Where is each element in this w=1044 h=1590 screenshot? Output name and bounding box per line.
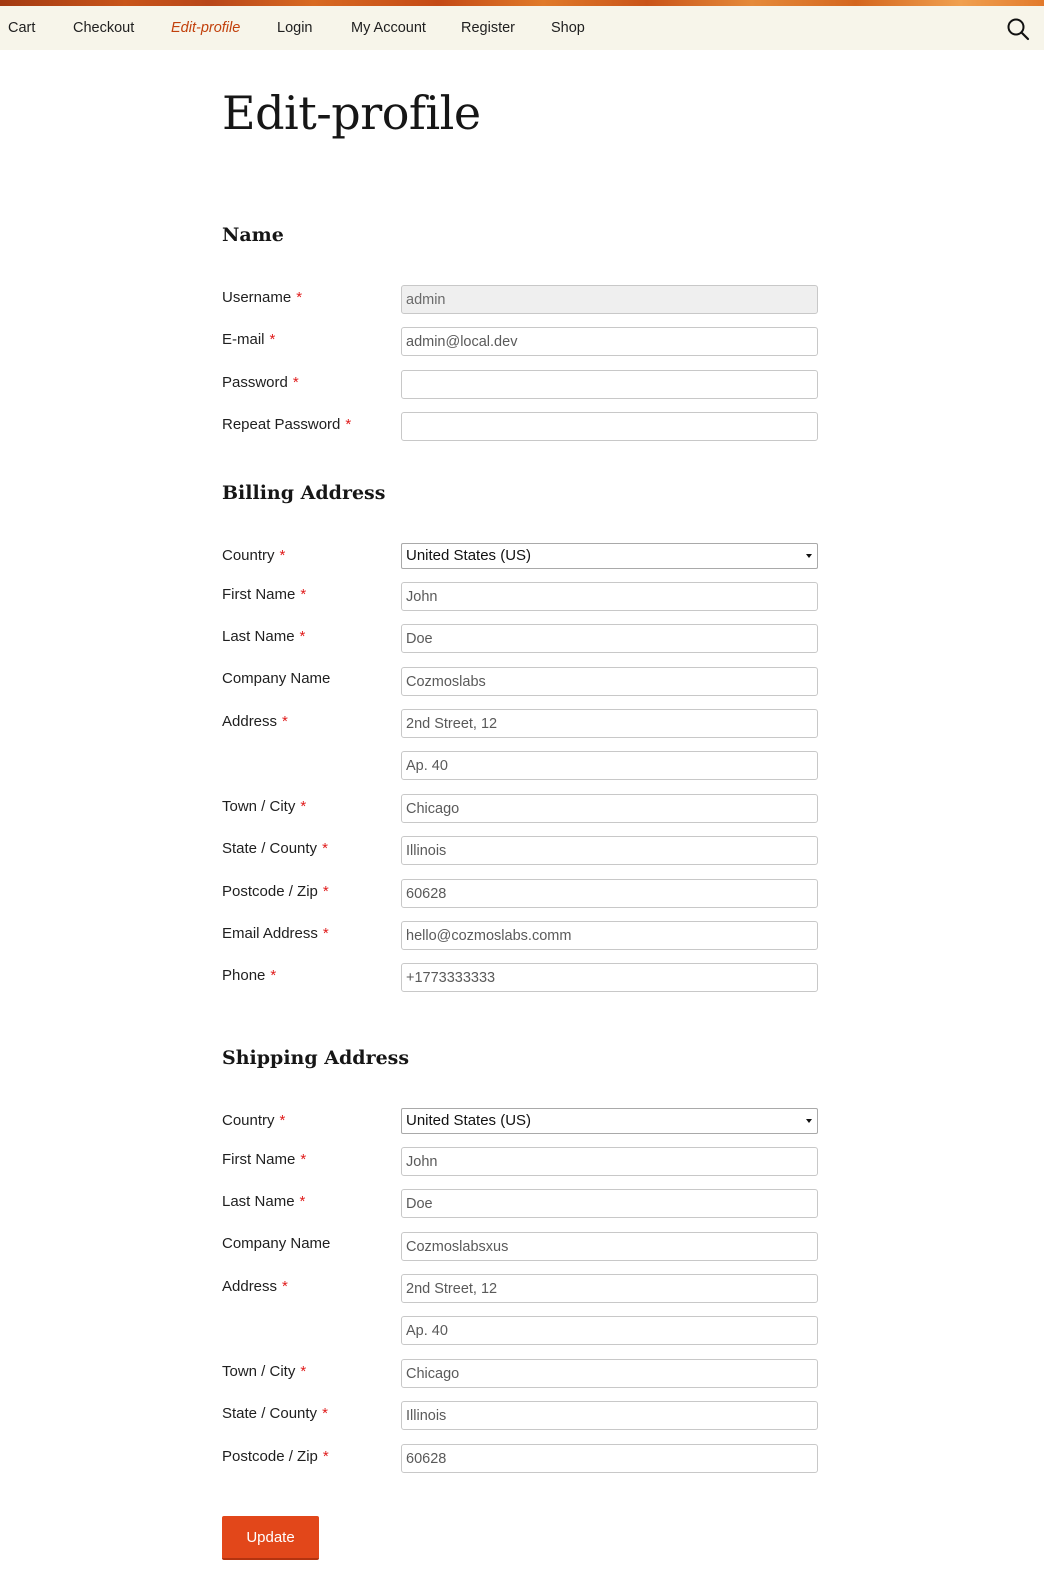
shipping-city-field[interactable] — [401, 1359, 818, 1388]
billing-address-1-field[interactable] — [401, 709, 818, 738]
shipping-first-name-label — [222, 1151, 306, 1168]
required-marker: * — [269, 331, 276, 348]
billing-phone-label — [222, 967, 276, 984]
main-navigation — [0, 6, 1044, 50]
required-marker: * — [296, 289, 303, 306]
shipping-state-label-text: State / County — [222, 1405, 318, 1422]
billing-country-value: United States (US) — [406, 547, 532, 564]
required-marker: * — [322, 840, 328, 857]
shipping-city-label — [222, 1363, 306, 1380]
required-marker: * — [322, 1405, 328, 1422]
password-label — [222, 374, 299, 391]
shipping-country-value: United States (US) — [406, 1112, 532, 1129]
nav-item-register[interactable]: Register — [461, 20, 515, 36]
billing-email-label — [222, 925, 329, 942]
required-marker: * — [300, 798, 307, 815]
nav-item-shop[interactable]: Shop — [551, 20, 585, 36]
shipping-company-label — [222, 1235, 330, 1252]
billing-state-label — [222, 840, 328, 857]
repeat-password-label-text: Repeat Password — [222, 416, 341, 433]
nav-item-login[interactable]: Login — [277, 20, 313, 36]
required-marker: * — [322, 1448, 329, 1465]
billing-company-label — [222, 670, 330, 687]
billing-state-field[interactable] — [401, 836, 818, 865]
billing-first-name-label-text: First Name — [222, 586, 296, 603]
shipping-last-name-label-text: Last Name — [222, 1193, 295, 1210]
repeat-password-label — [222, 416, 351, 433]
update-button[interactable]: Update — [222, 1516, 319, 1560]
required-marker: * — [299, 1193, 306, 1210]
billing-first-name-field[interactable] — [401, 582, 818, 611]
billing-city-label — [222, 798, 306, 815]
required-marker: * — [300, 1151, 307, 1168]
password-label-text: Password — [222, 374, 288, 391]
shipping-address-label-text: Address — [222, 1278, 278, 1295]
shipping-company-field[interactable] — [401, 1232, 818, 1261]
email-label-text: E-mail — [222, 331, 265, 348]
billing-last-name-label — [222, 628, 305, 645]
billing-phone-label-text: Phone — [222, 967, 266, 984]
shipping-country-select[interactable] — [401, 1108, 818, 1134]
billing-address-label-text: Address — [222, 713, 278, 730]
required-marker: * — [292, 374, 299, 391]
required-marker: * — [345, 416, 352, 433]
shipping-country-label-text: Country — [222, 1112, 275, 1129]
shipping-city-label-text: Town / City — [222, 1363, 296, 1380]
billing-country-label-text: Country — [222, 547, 275, 564]
required-marker: * — [270, 967, 277, 984]
billing-country-label — [222, 547, 285, 564]
shipping-address-1-field[interactable] — [401, 1274, 818, 1303]
billing-company-label-text: Company Name — [222, 670, 331, 687]
billing-first-name-label — [222, 586, 306, 603]
page-title: Edit-profile — [222, 86, 481, 140]
billing-last-name-label-text: Last Name — [222, 628, 295, 645]
section-heading-shipping: Shipping Address — [222, 1047, 410, 1069]
nav-item-checkout[interactable]: Checkout — [73, 20, 135, 36]
required-marker: * — [279, 1112, 286, 1129]
shipping-state-field[interactable] — [401, 1401, 818, 1430]
required-marker: * — [279, 547, 286, 564]
shipping-address-label — [222, 1278, 288, 1295]
shipping-postcode-label — [222, 1448, 329, 1465]
shipping-postcode-label-text: Postcode / Zip — [222, 1448, 318, 1465]
shipping-postcode-field[interactable] — [401, 1444, 818, 1473]
shipping-address-2-field[interactable] — [401, 1316, 818, 1345]
required-marker: * — [322, 883, 329, 900]
email-label — [222, 331, 275, 348]
shipping-last-name-label — [222, 1193, 305, 1210]
billing-phone-field[interactable] — [401, 963, 818, 992]
billing-email-field[interactable] — [401, 921, 818, 950]
required-marker: * — [322, 925, 329, 942]
chevron-down-icon — [806, 554, 812, 558]
billing-last-name-field[interactable] — [401, 624, 818, 653]
shipping-country-label — [222, 1112, 285, 1129]
required-marker: * — [300, 586, 307, 603]
billing-postcode-label-text: Postcode / Zip — [222, 883, 318, 900]
billing-postcode-field[interactable] — [401, 879, 818, 908]
nav-item-edit-profile[interactable]: Edit-profile — [171, 20, 241, 36]
billing-email-label-text: Email Address — [222, 925, 318, 942]
email-field[interactable] — [401, 327, 818, 356]
shipping-company-label-text: Company Name — [222, 1235, 331, 1252]
section-heading-name: Name — [222, 224, 284, 246]
required-marker: * — [300, 1363, 307, 1380]
billing-country-select[interactable] — [401, 543, 818, 569]
search-icon[interactable] — [1006, 17, 1030, 41]
repeat-password-field[interactable] — [401, 412, 818, 441]
billing-state-label-text: State / County — [222, 840, 318, 857]
required-marker: * — [282, 1278, 288, 1295]
section-heading-billing: Billing Address — [222, 482, 386, 504]
chevron-down-icon — [806, 1119, 812, 1123]
billing-company-field[interactable] — [401, 667, 818, 696]
shipping-first-name-label-text: First Name — [222, 1151, 296, 1168]
username-field — [401, 285, 818, 314]
shipping-first-name-field[interactable] — [401, 1147, 818, 1176]
shipping-state-label — [222, 1405, 328, 1422]
billing-address-2-field[interactable] — [401, 751, 818, 780]
shipping-last-name-field[interactable] — [401, 1189, 818, 1218]
username-label — [222, 289, 302, 306]
password-field[interactable] — [401, 370, 818, 399]
billing-city-label-text: Town / City — [222, 798, 296, 815]
billing-postcode-label — [222, 883, 329, 900]
required-marker: * — [282, 713, 288, 730]
billing-address-label — [222, 713, 288, 730]
nav-item-cart[interactable]: Cart — [8, 20, 36, 36]
required-marker: * — [299, 628, 306, 645]
username-label-text: Username — [222, 289, 292, 306]
nav-item-my-account[interactable]: My Account — [351, 20, 426, 36]
billing-city-field[interactable] — [401, 794, 818, 823]
